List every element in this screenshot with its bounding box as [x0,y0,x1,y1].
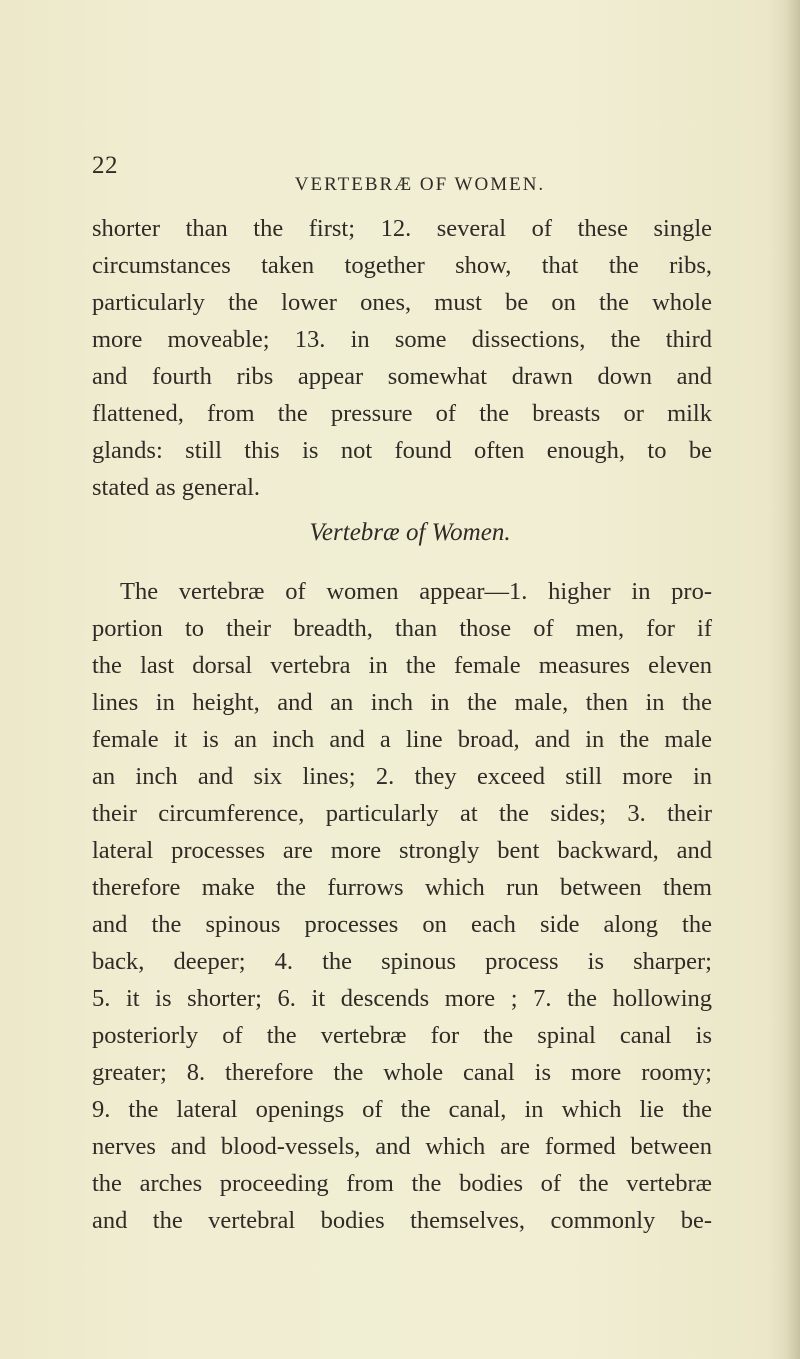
running-head: VERTEBRÆ OF WOMEN. [294,174,546,195]
text-line: flattened, from the pressure of the breasts or milk [92,400,712,427]
text-line: their circumference, particularly at the sides; 3. their [92,800,712,827]
text-line: stated as general. [92,474,261,501]
page-number: 22 [92,152,118,179]
text-line: portion to their breadth, than those of men, for if [92,615,712,642]
text-line: and fourth ribs appear somewhat drawn down and [92,363,712,390]
paragraph-2 [92,573,712,1239]
text-line: female it is an inch and a line broad, and in the male [92,726,712,753]
text-line: more moveable; 13. in some dissections, the third [92,326,712,353]
text-line: therefore make the furrows which run between them [92,874,712,901]
text-line: 5. it is shorter; 6. it descends more ; 7. the hollowing [92,985,712,1012]
paragraph-1 [92,210,712,506]
text-line: particularly the lower ones, must be on the whole [92,289,712,316]
text-line: and the vertebral bodies themselves, commonly be- [92,1207,712,1234]
text-line: The vertebræ of women appear—1. higher in pro- [120,578,712,605]
text-line: lines in height, and an inch in the male, then in the [92,689,712,716]
page-edge-shadow [786,0,800,1359]
text-line: posteriorly of the vertebræ for the spinal canal is [92,1022,712,1049]
text-line: the arches proceeding from the bodies of the vertebræ [92,1170,712,1197]
text-line: an inch and six lines; 2. they exceed still more in [92,763,712,790]
text-line: the last dorsal vertebra in the female measures eleven [92,652,712,679]
text-line: greater; 8. therefore the whole canal is more roomy; [92,1059,712,1086]
text-line: circumstances taken together show, that the ribs, [92,252,712,279]
text-line: shorter than the first; 12. several of these single [92,215,712,242]
section-heading: Vertebræ of Women. [309,519,511,546]
text-line: back, deeper; 4. the spinous process is sharper; [92,948,712,975]
text-line: nerves and blood-vessels, and which are formed between [92,1133,712,1160]
text-line: lateral processes are more strongly bent backward, and [92,837,712,864]
text-line: and the spinous processes on each side along the [92,911,712,938]
text-line: glands: still this is not found often enough, to be [92,437,712,464]
text-line: 9. the lateral openings of the canal, in which lie the [92,1096,712,1123]
